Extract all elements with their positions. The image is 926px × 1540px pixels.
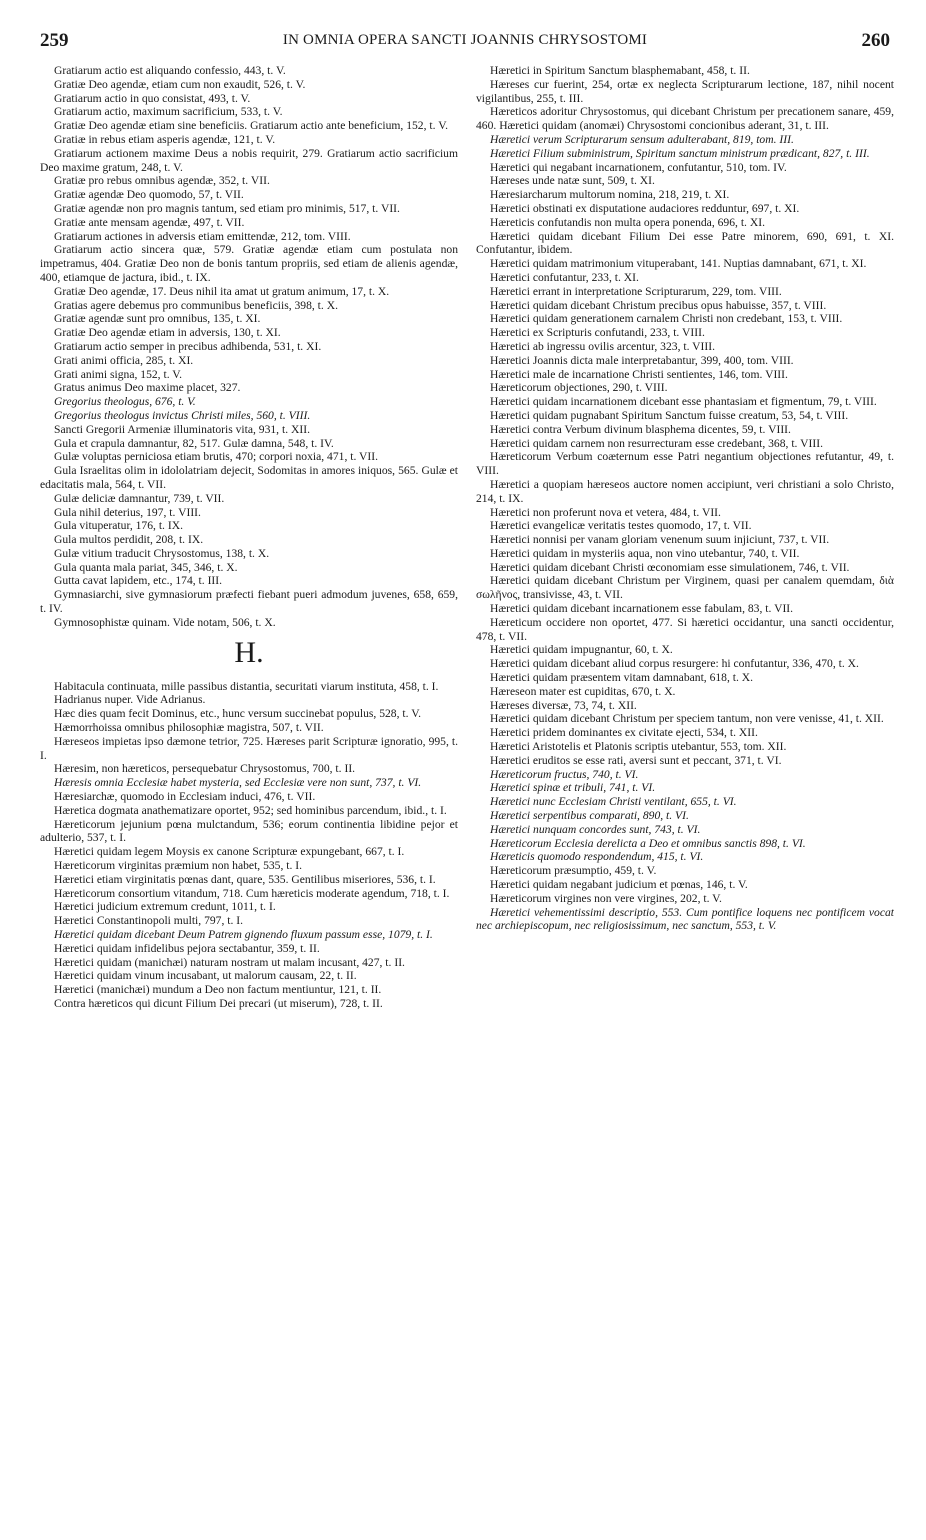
index-entry: Gratiæ agendæ sunt pro omnibus, 135, t. XI.: [54, 312, 261, 326]
index-entry: Habitacula continuata, mille passibus distantia, securitati viarum instituta, 458, t. I.: [54, 679, 439, 693]
index-entry: Hæretici quidam dicebant Christum precibus opus habuisse, 357, t. VIII.: [490, 298, 827, 312]
index-entry: Gratus animus Deo maxime placet, 327.: [54, 381, 241, 395]
index-entry: Hæretici ex Scripturis confutandi, 233, t. VIII.: [490, 326, 705, 340]
index-entry: Hæretici non proferunt nova et vetera, 484, t. VII.: [490, 505, 721, 519]
index-entry: Gratiarum actio in quo consistat, 493, t. V.: [54, 91, 251, 105]
index-entry: Hæreticorum fructus, 740, t. VI.: [490, 767, 639, 781]
index-entry: Hæretici confutantur, 233, t. XI.: [490, 270, 639, 284]
index-entry: Hæretici in Spiritum Sanctum blasphemabant, 458, t. II.: [490, 64, 750, 77]
index-entry: Hæmorrhoissa omnibus philosophiæ magistra, 507, t. VII.: [54, 721, 324, 735]
index-entry: Hæretici quidam dicebant Filium Dei esse Patre minorem, 690, 691, t. XI. Confutantur, ibidem.: [476, 229, 894, 257]
index-entry: Hæresis omnia Ecclesiæ habet mysteria, sed Ecclesiæ vere non sunt, 737, t. VI.: [54, 776, 422, 790]
index-entry: Hæretici quidam dicebant Deum Patrem gignendo fluxum passum esse, 1079, t. I.: [54, 928, 433, 942]
left-column: [40, 64, 458, 1510]
index-entry: Hæretici quidam (manichæi) naturam nostram ut malam incusant, 427, t. II.: [54, 955, 405, 969]
index-entry: Hæretici verum Scripturarum sensum adulterabant, 819, tom. III.: [490, 132, 794, 146]
index-entry: Gula Israelitas olim in idololatriam dejecit, Sodomitas in amores iniquos, 565. Gulæ et edacitatis mala, 564, t. VII.: [40, 464, 458, 491]
index-entry: Sancti Gregorii Armeniæ illuminatoris vita, 931, t. XII.: [54, 422, 310, 436]
index-entry: Gratiarum actio, maximum sacrificium, 533, t. V.: [54, 105, 283, 119]
index-entry: Hæretici nonnisi per vanam gloriam venenum suum injiciunt, 737, t. VII.: [490, 533, 830, 547]
index-entry: Hæretici quidam dicebant Christum per speciem tantum, non vere venisse, 41, t. XII.: [490, 712, 884, 726]
index-entry: Gula nihil deterius, 197, t. VIII.: [54, 505, 201, 519]
index-entry: Hæreticorum Ecclesia derelicta a Deo et omnibus sanctis 898, t. VI.: [490, 836, 806, 850]
index-entry: Hæretica dogmata anathematizare oportet, 952; sed hominibus parcendum, ibid., t. I.: [54, 803, 447, 817]
index-entry: Hæretici etiam virginitatis pœnas dant, quare, 535. Gentilibus miseriores, 536, t. I.: [54, 872, 436, 886]
index-entry: Hæretici nunquam concordes sunt, 743, t. VI.: [490, 822, 701, 836]
index-entry: Hæretici male de incarnatione Christi sentientes, 146, tom. VIII.: [490, 367, 788, 381]
index-entry: Hæretici quidam vinum incusabant, ut malorum causam, 22, t. II.: [54, 969, 357, 983]
index-entry: Gula multos perdidit, 208, t. IX.: [54, 533, 204, 547]
index-entry: Gratias agere debemus pro communibus beneficiis, 398, t. X.: [54, 298, 338, 312]
index-entry: Gratiæ pro rebus omnibus agendæ, 352, t. VII.: [54, 174, 270, 188]
index-entry: Contra hæreticos qui dicunt Filium Dei precari (ut miserum), 728, t. II.: [54, 997, 383, 1010]
index-entry: Gratiæ agendæ Deo quomodo, 57, t. VII.: [54, 188, 244, 202]
index-entry: Gregorius theologus, 676, t. V.: [54, 395, 196, 409]
index-entry: Hæretici quidam infidelibus pejora sectabantur, 359, t. II.: [54, 941, 320, 955]
index-entry: Hæretici Aristotelis et Platonis scriptis utebantur, 553, tom. XII.: [490, 740, 787, 754]
index-entry: Hæretici a quopiam hæreseos auctore nomen accipiunt, veri christiani a solo Christo, 214, t. IX.: [476, 477, 894, 505]
index-entry: Gregorius theologus invictus Christi miles, 560, t. VIII.: [54, 408, 311, 422]
entries-h-continued: [476, 64, 894, 933]
index-entry: Hæreticos adoritur Chrysostomus, qui dicebant Christum per precationem sanare, 459, 460. Hæretici quidam (anomæi) Chrysostomi concionibus aderant, 31, t. III.: [476, 105, 894, 133]
index-entry: Hæreticorum objectiones, 290, t. VIII.: [490, 381, 668, 395]
entries-h: [40, 680, 458, 1011]
index-entry: Hæretici Joannis dicta male interpretabantur, 399, 400, tom. VIII.: [490, 353, 794, 367]
running-title: IN OMNIA OPERA SANCTI JOANNIS CHRYSOSTOMI: [282, 32, 648, 48]
index-entry: Hæretici quidam dicebant Christum per Virginem, quasi per canalem quemdam, διὰ σωλῆνος, transivisse, 43, t. VII.: [476, 574, 894, 602]
index-entry: Hæretici serpentibus comparati, 890, t. VI.: [490, 809, 689, 823]
index-entry: Gymnasiarchi, sive gymnasiorum præfecti fiebant pueri admodum juvenes, 658, 659, t. IV.: [40, 588, 458, 616]
index-entry: Hæretici quidam negabant judicium et pœnas, 146, t. V.: [490, 878, 748, 892]
right-column: [476, 64, 894, 1510]
index-entry: Hæretici obstinati ex disputatione audaciores redduntur, 697, t. XI.: [490, 201, 800, 215]
index-entry: Hæresiarchæ, quomodo in Ecclesiam induci, 476, t. VII.: [54, 790, 316, 804]
index-entry: Hæretici quidam incarnationem dicebant esse phantasiam et figmentum, 79, t. VIII.: [490, 395, 877, 409]
index-entry: Gratiæ in rebus etiam asperis agendæ, 121, t. V.: [54, 132, 276, 146]
index-entry: Hæretici quidam dicebant aliud corpus resurgere: hi confutantur, 336, 470, t. X.: [490, 657, 859, 671]
index-entry: Hæretici quidam dicebant incarnationem esse fabulam, 83, t. VII.: [490, 602, 794, 616]
index-entry: Hæretici errant in interpretatione Scripturarum, 229, tom. VIII.: [490, 284, 782, 298]
index-entry: Hæreses unde natæ sunt, 509, t. XI.: [490, 174, 655, 188]
index-entry: Hæretici (manichæi) mundum a Deo non factum mentiuntur, 121, t. II.: [54, 983, 382, 997]
index-entry: Hæretici Filium subministrum, Spiritum sanctum ministrum prædicant, 827, t. III.: [490, 146, 870, 160]
index-entry: Gratiarum actiones in adversis etiam emittendæ, 212, tom. VIII.: [54, 229, 351, 243]
index-entry: Gratiæ Deo agendæ etiam in adversis, 130, t. XI.: [54, 326, 281, 340]
index-entry: Hæretici nunc Ecclesiam Christi ventilant, 655, t. VI.: [490, 795, 737, 809]
index-entry: Hæretici contra Verbum divinum blasphema dicentes, 59, t. VIII.: [490, 422, 791, 436]
index-entry: Hæreticis quomodo respondendum, 415, t. VI.: [490, 850, 704, 864]
index-entry: Hæreticis confutandis non multa opera ponenda, 696, t. XI.: [490, 215, 765, 229]
index-entry: Hæreticorum Verbum coæternum esse Patri negantium objectiones refutantur, 49, t. VIII.: [476, 450, 894, 478]
index-entry: Hæreticorum jejunium pœna mulctandum, 536; eorum continentia libidine pejor et adulterio, 537, t. I.: [40, 817, 458, 845]
index-entry: Hæretici quidam generationem carnalem Christi non credebant, 153, t. VIII.: [490, 312, 843, 326]
index-entry: Hæretici spinæ et tribuli, 741, t. VI.: [490, 781, 656, 795]
index-entry: Gula et crapula damnantur, 82, 517. Gulæ damna, 548, t. IV.: [54, 436, 334, 450]
index-entry: Hæretici ab ingressu ovilis arcentur, 323, t. VIII.: [490, 339, 716, 353]
index-entry: Hæreticorum virgines non vere virgines, 202, t. V.: [490, 891, 722, 905]
index-entry: Gula vituperatur, 176, t. IX.: [54, 519, 183, 533]
index-entry: Hæretici qui negabant incarnationem, confutantur, 510, tom. IV.: [490, 160, 787, 174]
index-entry: Gratiæ Deo agendæ, etiam cum non exaudit, 526, t. V.: [54, 77, 306, 91]
index-entry: Hæretici quidam in mysteriis aqua, non vino utebantur, 740, t. VII.: [490, 546, 800, 560]
index-entry: Gulæ vitium traducit Chrysostomus, 138, t. X.: [54, 546, 270, 560]
index-entry: Hæretici quidam carnem non resurrecturam esse credebant, 368, t. VIII.: [490, 436, 823, 450]
index-entry: Gulæ deliciæ damnantur, 739, t. VII.: [54, 491, 225, 505]
index-entry: Hæretici quidam matrimonium vituperabant, 141. Nuptias damnabant, 671, t. XI.: [490, 257, 867, 271]
index-entry: Hæretici quidam dicebant Christi œconomiam esse simulationem, 746, t. VII.: [490, 560, 850, 574]
index-entry: Gratiarum actio est aliquando confessio, 443, t. V.: [54, 64, 286, 77]
index-entry: Hæreseos impietas ipso dæmone tetrior, 725. Hæreses parit Scripturæ ignoratio, 995, t. I.: [40, 734, 458, 762]
index-entry: Hæreticum occidere non oportet, 477. Si hæretici occidantur, una sancti occidentur, 478, t. VII.: [476, 615, 894, 643]
index-entry: Hæretici quidam præsentem vitam damnabant, 618, t. X.: [490, 671, 754, 685]
index-entry: Gutta cavat lapidem, etc., 174, t. III.: [54, 574, 223, 588]
index-entry: Hadrianus nuper. Vide Adrianus.: [54, 693, 206, 707]
index-entry: Gula quanta mala pariat, 345, 346, t. X.: [54, 560, 238, 574]
index-entry: Hæreses cur fuerint, 254, ortæ ex neglecta Scripturarum lectione, 187, nihil nocent vigilantibus, 255, t. III.: [476, 77, 894, 105]
page-number-right: 260: [861, 30, 890, 51]
index-entry: Hæretici judicium extremum credunt, 1011, t. I.: [54, 900, 276, 914]
index-entry: Hæretici quidam impugnantur, 60, t. X.: [490, 643, 673, 657]
index-entry: Hæreticorum virginitas præmium non habet, 535, t. I.: [54, 859, 303, 873]
index-entry: Gratiæ Deo agendæ, 17. Deus nihil ita amat ut gratum animum, 17, t. X.: [54, 284, 390, 298]
index-entry: Hæretici pridem dominantes ex civitate ejecti, 534, t. XII.: [490, 726, 758, 740]
index-entry: Gratiarum actio semper in precibus adhibenda, 531, t. XI.: [54, 339, 322, 353]
index-entry: Hæretici eruditos se esse rati, aversi sunt et peccant, 371, t. VI.: [490, 753, 782, 767]
index-entry: Grati animi officia, 285, t. XI.: [54, 353, 194, 367]
section-letter: H.: [234, 635, 264, 669]
index-entry: Hæreses diversæ, 73, 74, t. XII.: [490, 698, 637, 712]
index-entry: Gratiarum actionem maxime Deus a nobis requirit, 279. Gratiarum actio sacrificium Deo maxime gratum, 248, t. V.: [40, 146, 458, 174]
index-entry: Hæreseon mater est cupiditas, 670, t. X.: [490, 684, 676, 698]
index-entry: Hæretici evangelicæ veritatis testes quomodo, 17, t. VII.: [490, 519, 752, 533]
index-entry: Hæretici Constantinopoli multi, 797, t. I.: [54, 914, 244, 928]
index-entry: Hæretici quidam legem Moysis ex canone Scripturæ expungebant, 667, t. I.: [54, 845, 405, 859]
page-number-left: 259: [40, 30, 69, 51]
index-entry: Hæresiarcharum multorum nomina, 218, 219, t. XI.: [490, 188, 730, 202]
index-entry: Hæc dies quam fecit Dominus, etc., hunc versum succinebat populus, 528, t. V.: [54, 707, 421, 721]
index-entry: Gratiæ ante mensam agendæ, 497, t. VII.: [54, 215, 245, 229]
index-entry: Hæretici quidam pugnabant Spiritum Sanctum fuisse creatum, 53, 54, t. VIII.: [490, 408, 849, 422]
index-entry: Gratiæ Deo agendæ etiam sine beneficiis. Gratiarum actio ante beneficium, 152, t. V.: [54, 119, 448, 133]
index-entry: Gratiarum actio sincera quæ, 579. Gratiæ agendæ etiam cum postulata non impetramus, 404. Gratiæ Deo non de bonis tantum propriis, sed etiam de alienis agendæ, 400, etiamque de jactura, ibid., t. IX.: [40, 243, 458, 284]
index-entry: Hæretici vehementissimi descriptio, 553. Cum pontifice loquens nec pontificem vocat nec archiepiscopum, nec religiosissimum, nec sanctum, 553, t. V.: [476, 905, 894, 933]
page-header: [40, 30, 890, 58]
index-entry: Gymnosophistæ quinam. Vide notam, 506, t. X.: [54, 615, 276, 629]
index-entry: Hæreticorum consortium vitandum, 718. Cum hæreticis moderate agendum, 718, t. I.: [54, 886, 450, 900]
index-entry: Gratiæ agendæ non pro magnis tantum, sed etiam pro minimis, 517, t. VII.: [54, 201, 400, 215]
index-entry: Grati animi signa, 152, t. V.: [54, 367, 183, 381]
index-entry: Hæreticorum præsumptio, 459, t. V.: [490, 864, 657, 878]
index-entry: Gulæ voluptas perniciosa etiam brutis, 470; corpori noxia, 471, t. VII.: [54, 450, 379, 464]
index-entry: Hæresim, non hæreticos, persequebatur Chrysostomus, 700, t. II.: [54, 762, 356, 776]
entries-g: [40, 64, 458, 630]
